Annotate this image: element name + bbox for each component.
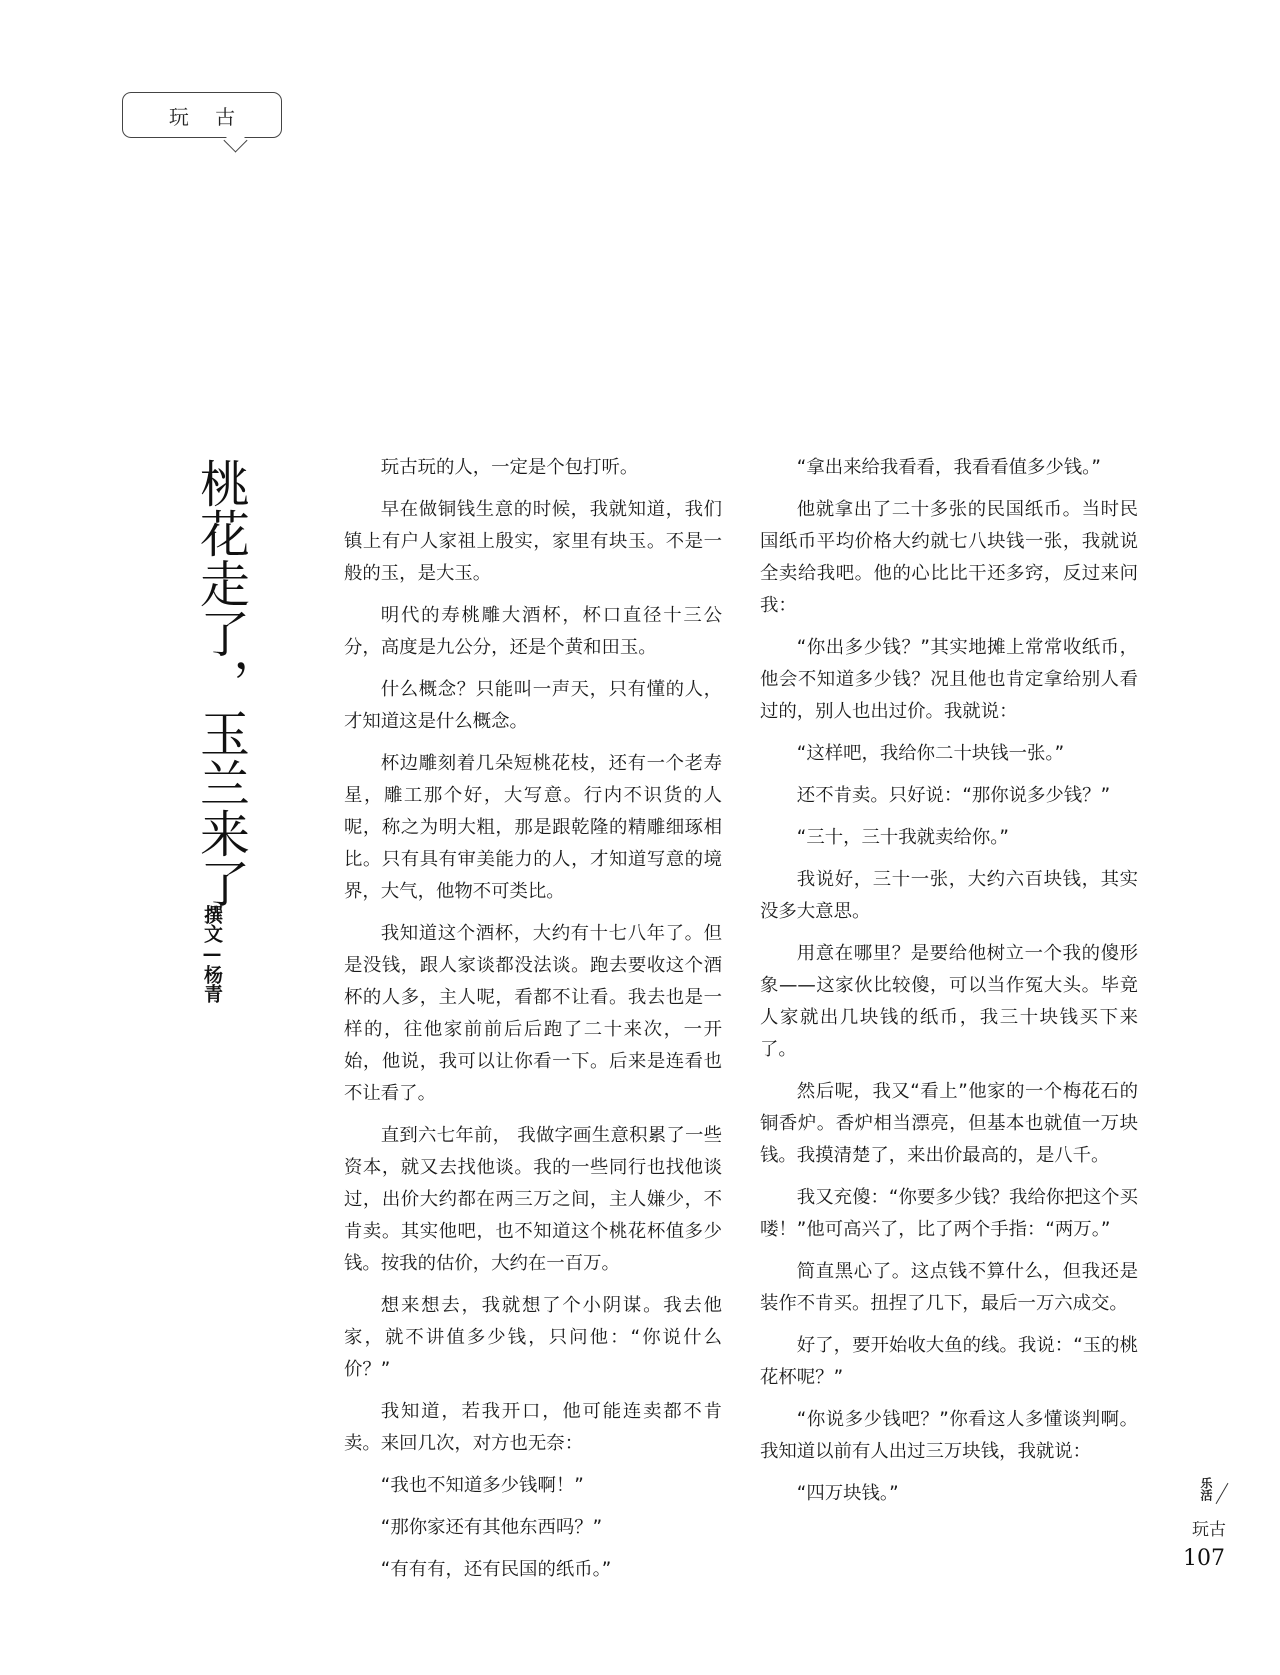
magazine-brand: 乐活 — [1199, 1477, 1213, 1501]
paragraph: 直到六七年前， 我做字画生意积累了一些资本，就又去找他谈。我的一些同行也找他谈过，出价大约都在两三万之间，主人嫌少，不肯卖。其实他吧，也不知道这个桃花杯值多少钱。按我的估价，大约在一百万。 — [344, 1125, 722, 1274]
byline: 撰文—杨青 — [201, 905, 223, 1003]
paragraph: 他就拿出了二十多张的民国纸币。当时民国纸币平均价格大约就七八块钱一张，我就说全卖给我吧。他的心比比干还多窍，反过来问我： — [760, 499, 1138, 616]
paragraph: “你说多少钱吧？”你看这人多懂谈判啊。我知道以前有人出过三万块钱，我就说： — [760, 1409, 1138, 1462]
running-footer — [1192, 1475, 1234, 1540]
paragraph: “拿出来给我看看，我看看值多少钱。” — [796, 457, 1101, 478]
paragraph: 然后呢，我又“看上”他家的一个梅花石的铜香炉。香炉相当漂亮，但基本也就值一万块钱。我摸清楚了，来出价最高的，是八千。 — [760, 1081, 1138, 1166]
paragraph: 我知道这个酒杯，大约有十七八年了。但是没钱，跟人家谈都没法谈。跑去要收这个酒杯的人多，主人呢，看都不让看。我去也是一样的，往他家前前后后跑了二十来次，一开始，他说，我可以让你看一下。后来是连看也不让看了。 — [344, 923, 722, 1104]
paragraph: 我又充傻：“你要多少钱？我给你把这个买喽！”他可高兴了，比了两个手指：“两万。” — [760, 1187, 1138, 1240]
body-column-right — [760, 452, 1138, 1520]
paragraph: “那你家还有其他东西吗？” — [380, 1517, 603, 1538]
paragraph: “三十，三十我就卖给你。” — [796, 827, 1009, 848]
page-number: 107 — [1183, 1546, 1225, 1571]
section-tag — [122, 92, 282, 138]
paragraph: “这样吧，我给你二十块钱一张。” — [796, 743, 1065, 764]
paragraph: “四万块钱。” — [796, 1483, 899, 1504]
paragraph: 杯边雕刻着几朵短桃花枝，还有一个老寿星，雕工那个好，大写意。行内不识货的人呢，称之为明大粗，那是跟乾隆的精雕细琢相比。只有具有审美能力的人，才知道写意的境界，大气，他物不可类比。 — [344, 753, 722, 902]
paragraph: 我知道，若我开口，他可能连卖都不肯卖。来回几次，对方也无奈： — [344, 1401, 722, 1454]
paragraph: 我说好，三十一张，大约六百块钱，其实没多大意思。 — [760, 869, 1138, 922]
paragraph: “我也不知道多少钱啊！” — [380, 1475, 584, 1496]
paragraph: 明代的寿桃雕大酒杯，杯口直径十三公分，高度是九公分，还是个黄和田玉。 — [344, 605, 722, 658]
paragraph: 用意在哪里？是要给他树立一个我的傻形象——这家伙比较傻，可以当作冤大头。毕竟人家就出几块钱的纸币，我三十块钱买下来了。 — [760, 943, 1138, 1060]
paragraph: 简直黑心了。这点钱不算什么，但我还是装作不肯买。扭捏了几下，最后一万六成交。 — [760, 1261, 1138, 1314]
section-tag-pointer — [223, 128, 247, 152]
paragraph: 什么概念？只能叫一声天，只有懂的人，才知道这是什么概念。 — [344, 679, 722, 732]
paragraph: “你出多少钱？”其实地摊上常常收纸币，他会不知道多少钱？况且他也肯定拿给别人看过的，别人也出过价。我就说： — [760, 637, 1138, 722]
paragraph: 想来想去，我就想了个小阴谋。我去他家，就不讲值多少钱，只问他：“你说什么价？” — [344, 1295, 722, 1380]
folio-section-name: 玩古 — [1192, 1520, 1226, 1540]
paragraph: 好了，要开始收大鱼的线。我说：“玉的桃花杯呢？” — [760, 1335, 1138, 1388]
paragraph: “有有有，还有民国的纸币。” — [380, 1559, 612, 1580]
body-column-left — [344, 452, 722, 1596]
paragraph: 早在做铜钱生意的时候，我就知道，我们镇上有户人家祖上殷实，家里有块玉。不是一般的玉，是大玉。 — [344, 499, 722, 584]
paragraph: 还不肯卖。只好说：“那你说多少钱？” — [796, 785, 1111, 806]
folio-divider — [1216, 1483, 1229, 1504]
article-title: 桃花走了，玉兰来了 — [192, 458, 250, 908]
paragraph: 玩古玩的人，一定是个包打听。 — [380, 457, 639, 478]
section-tag-label: 玩 古 — [168, 104, 246, 129]
